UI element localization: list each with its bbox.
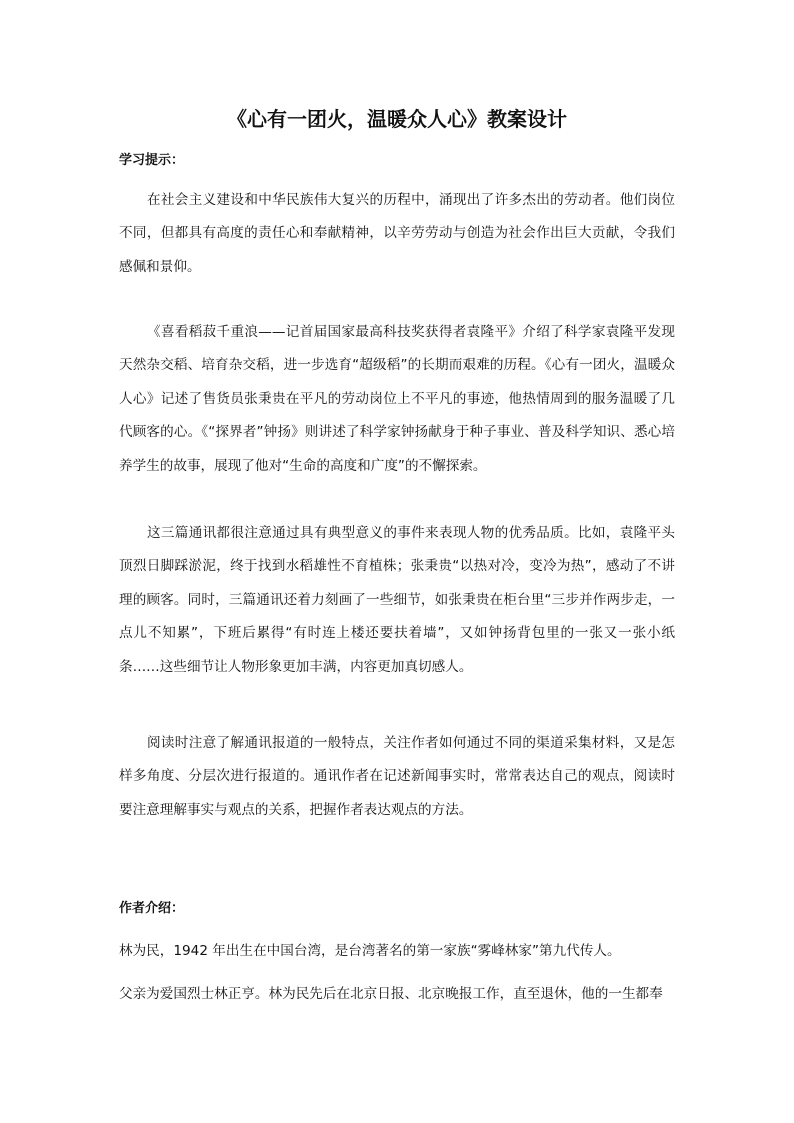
author-line-1: 林为民，1942 年出生在中国台湾，是台湾著名的第一家族“雾峰林家”第九代传人。 (119, 943, 621, 959)
section-heading-author-intro: 作者介绍： (119, 901, 185, 916)
paragraph-reading-guidance: 阅读时注意了解通讯报道的一般特点，关注作者如何通过不同的渠道采集材料，又是怎样多角度、分层次进行报道的。通讯作者在记述新闻事实时，常常表达自己的观点，阅读时要注意理解事实与观点的关系，把握作者表达观点的方法。 (119, 735, 675, 818)
paragraph-texts-summary: 《喜看稻菽千重浪——记首届国家最高科技奖获得者袁隆平》介绍了科学家袁隆平发现天然杂交稻、培育杂交稻，进一步选育“超级稻”的长期而艰难的历程。《心有一团火，温暖众人心》记述了售货员张秉贵在平凡的劳动岗位上不平凡的事迹，他热情周到的服务温暖了几代顾客的心。《“探界者”钟扬》则讲述了科学家钟扬献身于种子事业、普及科学知识、悉心培养学生的故事，展现了他对“生命的高度和广度”的不懈探索。 (119, 324, 675, 474)
document-title: 《心有一团火，温暖众人心》教案设计 (227, 107, 567, 131)
paragraph-intro: 在社会主义建设和中华民族伟大复兴的历程中，涌现出了许多杰出的劳动者。他们岗位不同，但都具有高度的责任心和奉献精神，以辛劳劳动与创造为社会作出巨大贡献，令我们感佩和景仰。 (119, 192, 675, 275)
section-heading-study-tips: 学习提示： (119, 153, 185, 168)
author-line-2: 父亲为爱国烈士林正亨。林为民先后在北京日报、北京晚报工作，直至退休，他的一生都奉 (119, 986, 663, 1002)
paragraph-writing-features: 这三篇通讯都很注意通过具有典型意义的事件来表现人物的优秀品质。比如，袁隆平头顶烈日脚踩淤泥，终于找到水稻雄性不育植株；张秉贵“以热对冷，变冷为热”，感动了不讲理的顾客。同时，三篇通讯还着力刻画了一些细节，如张秉贵在柜台里“三步并作两步走，一点儿不知累”，下班后累得“有时连上楼还要扶着墙”，又如钟扬背包里的一张又一张小纸条……这些细节让人物形象更加丰满，内容更加真切感人。 (119, 525, 675, 675)
